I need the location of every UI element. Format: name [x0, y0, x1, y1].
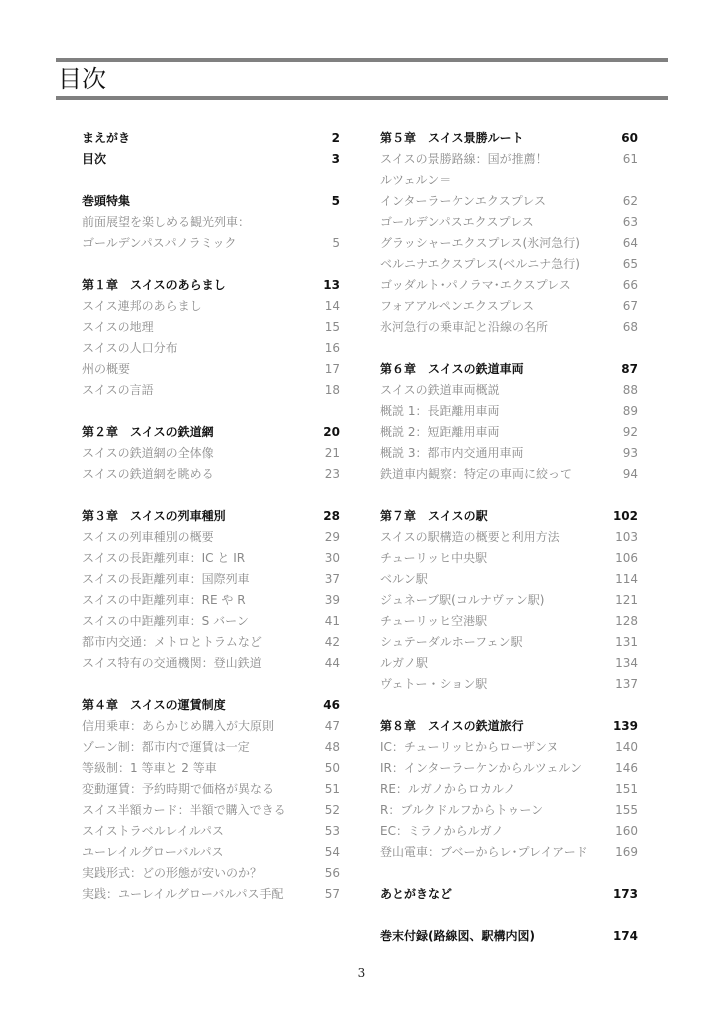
toc-entry-title: 第４章 スイスの運賃制度	[82, 698, 226, 712]
toc-entry	[380, 212, 638, 233]
toc-entry	[380, 317, 638, 338]
toc-entry-title: チューリッヒ中央駅	[380, 551, 488, 565]
toc-left-column	[82, 128, 340, 905]
toc-entry-title: インターラーケンエクスプレス	[380, 194, 546, 208]
toc-entry-page: 140	[615, 740, 638, 754]
toc-entry-page: 128	[615, 614, 638, 628]
toc-chapter-heading	[380, 359, 638, 380]
toc-entry-title: スイスの鉄道車両概説	[380, 383, 500, 397]
toc-entry	[380, 254, 638, 275]
toc-entry-page: 131	[615, 635, 638, 649]
toc-chapter-heading	[380, 506, 638, 527]
toc-chapter-heading	[380, 716, 638, 737]
toc-entry-page: 160	[615, 824, 638, 838]
toc-entry-page: 89	[622, 404, 638, 418]
toc-entry	[380, 737, 638, 758]
toc-chapter-heading	[380, 128, 638, 149]
toc-entry-title: チューリッヒ空港駅	[380, 614, 488, 628]
toc-entry-page: 56	[324, 866, 340, 880]
toc-entry	[380, 170, 638, 191]
toc-entry	[380, 464, 638, 485]
toc-entry	[82, 233, 340, 254]
toc-chapter-heading	[82, 191, 340, 212]
toc-entry-title: ベルン駅	[380, 572, 428, 586]
toc-entry-page: 155	[615, 803, 638, 817]
toc-entry-title: フォアアルペンエクスプレス	[380, 299, 534, 313]
toc-entry-title: ゴッダルト･パノラマ･エクスプレス	[380, 278, 571, 292]
toc-entry-page: 103	[615, 530, 638, 544]
toc-entry	[82, 779, 340, 800]
toc-chapter-heading	[82, 275, 340, 296]
toc-entry-title: スイスの人口分布	[82, 341, 178, 355]
title-rule-bottom	[56, 96, 668, 100]
toc-entry-page: 51	[324, 782, 340, 796]
toc-entry-title: IR：インターラーケンからルツェルン	[380, 761, 583, 775]
toc-entry-title: スイスの鉄道網の全体像	[82, 446, 214, 460]
toc-entry	[82, 443, 340, 464]
toc-chapter-heading	[82, 506, 340, 527]
toc-entry-title: スイス半額カード：半額で購入できる	[82, 803, 286, 817]
toc-entry-title: ゾーン制：都市内で運賃は一定	[82, 740, 250, 754]
toc-entry-page: 13	[323, 278, 340, 292]
toc-entry-page: 65	[622, 257, 638, 271]
toc-entry-title: 概説 2：短距離用車両	[380, 425, 500, 439]
toc-spacer	[82, 170, 340, 191]
toc-entry-page: 121	[615, 593, 638, 607]
toc-entry-title: 第７章 スイスの駅	[380, 509, 488, 523]
toc-entry-page: 137	[615, 677, 638, 691]
toc-entry	[82, 863, 340, 884]
toc-entry-page: 18	[324, 383, 340, 397]
toc-entry-page: 3	[331, 152, 340, 166]
toc-entry	[380, 758, 638, 779]
toc-entry	[82, 338, 340, 359]
toc-entry-page: 52	[324, 803, 340, 817]
toc-entry-page: 67	[622, 299, 638, 313]
toc-entry-title: スイスの言語	[82, 383, 154, 397]
toc-entry-page: 41	[324, 614, 340, 628]
toc-entry-title: 氷河急行の乗車記と沿線の名所	[380, 320, 549, 334]
toc-chapter-heading	[82, 695, 340, 716]
toc-entry-title: スイスの中距離列車：RE や R	[82, 593, 246, 607]
toc-spacer	[82, 254, 340, 275]
toc-entry-title: 前面展望を楽しめる観光列車：	[82, 215, 251, 229]
toc-entry-title: スイスの長距離列車：国際列車	[82, 572, 250, 586]
toc-entry-title: IC：チューリッヒからローザンヌ	[380, 740, 559, 754]
toc-entry	[82, 653, 340, 674]
toc-entry-page: 23	[324, 467, 340, 481]
toc-entry-title: 第２章 スイスの鉄道網	[82, 425, 214, 439]
toc-entry-title: ルツェルン＝	[380, 173, 452, 187]
toc-entry-page: 28	[323, 509, 340, 523]
toc-entry-page: 14	[324, 299, 340, 313]
toc-entry	[380, 275, 638, 296]
toc-spacer	[380, 863, 638, 884]
toc-entry-title: ユーレイルグローバルパス	[82, 845, 224, 859]
toc-entry-page: 63	[622, 215, 638, 229]
toc-entry-title: スイストラベルレイルパス	[82, 824, 224, 838]
toc-entry-title: 第１章 スイスのあらまし	[82, 278, 226, 292]
toc-entry	[380, 191, 638, 212]
toc-entry-page: 114	[615, 572, 638, 586]
toc-entry-title: 概説 3：都市内交通用車両	[380, 446, 524, 460]
toc-entry-title: スイス特有の交通機関：登山鉄道	[82, 656, 262, 670]
toc-entry-title: R：ブルクドルフからトゥーン	[380, 803, 544, 817]
toc-entry-page: 173	[612, 887, 638, 901]
toc-entry-title: 信用乗車：あらかじめ購入が大原則	[82, 719, 275, 733]
toc-entry	[82, 317, 340, 338]
toc-entry-title: 概説 1：長距離用車両	[380, 404, 500, 418]
toc-entry	[380, 296, 638, 317]
toc-entry	[82, 632, 340, 653]
toc-entry-title: グラッシャーエクスプレス(氷河急行)	[380, 236, 580, 250]
toc-entry-title: ヴェトー・ション駅	[380, 677, 488, 691]
toc-entry-page: 42	[324, 635, 340, 649]
toc-entry-title: シュテーダルホーフェン駅	[380, 635, 523, 649]
toc-entry-title: スイスの中距離列車：S バーン	[82, 614, 249, 628]
toc-entry-page: 66	[622, 278, 638, 292]
toc-spacer	[380, 338, 638, 359]
toc-entry	[380, 380, 638, 401]
toc-entry-page: 139	[612, 719, 638, 733]
toc-entry	[380, 527, 638, 548]
toc-entry-page: 30	[324, 551, 340, 565]
toc-entry-page: 17	[324, 362, 340, 376]
toc-entry-title: スイスの鉄道網を眺める	[82, 467, 214, 481]
toc-spacer	[380, 905, 638, 926]
toc-entry-title: スイスの景勝路線：国が推薦！	[380, 152, 548, 166]
toc-entry-page: 134	[615, 656, 638, 670]
toc-entry-title: 登山電車：ブベーからレ･プレイアード	[380, 845, 588, 859]
toc-entry-title: 目次	[82, 152, 107, 166]
toc-chapter-heading	[82, 128, 340, 149]
toc-entry-page: 57	[324, 887, 340, 901]
toc-entry	[82, 548, 340, 569]
toc-entry	[82, 737, 340, 758]
toc-entry-page: 93	[622, 446, 638, 460]
toc-entry	[380, 443, 638, 464]
toc-entry-title: 実践形式：どの形態が安いのか？	[82, 866, 263, 880]
toc-entry-title: ジュネーブ駅(コルナヴァン駅)	[380, 593, 545, 607]
toc-entry-page: 151	[615, 782, 638, 796]
toc-entry-page: 87	[621, 362, 638, 376]
toc-chapter-heading	[380, 926, 638, 947]
toc-entry	[380, 779, 638, 800]
page-number: 3	[357, 966, 366, 980]
toc-chapter-heading	[380, 884, 638, 905]
toc-entry-page: 54	[324, 845, 340, 859]
toc-entry-title: ルガノ駅	[380, 656, 429, 670]
toc-entry-page: 92	[622, 425, 638, 439]
toc-entry-page: 2	[331, 131, 340, 145]
toc-entry	[380, 548, 638, 569]
toc-spacer	[82, 674, 340, 695]
toc-entry-title: スイスの駅構造の概要と利用方法	[380, 530, 560, 544]
toc-entry-title: ゴールデンパスエクスプレス	[380, 215, 534, 229]
toc-entry-title: EC：ミラノからルガノ	[380, 824, 504, 838]
toc-entry-title: ゴールデンパスパノラミック	[82, 236, 237, 250]
toc-entry-page: 44	[324, 656, 340, 670]
toc-entry	[82, 464, 340, 485]
toc-entry-page: 94	[622, 467, 638, 481]
toc-entry-title: RE：ルガノからロカルノ	[380, 782, 516, 796]
toc-entry	[380, 401, 638, 422]
toc-entry-page: 88	[622, 383, 638, 397]
toc-entry-title: 変動運賃：予約時期で価格が異なる	[82, 782, 275, 796]
toc-spacer	[82, 485, 340, 506]
toc-entry-page: 46	[323, 698, 340, 712]
toc-entry	[82, 758, 340, 779]
toc-entry-title: 第６章 スイスの鉄道車両	[380, 362, 524, 376]
toc-entry	[82, 590, 340, 611]
toc-entry	[380, 569, 638, 590]
toc-entry	[380, 149, 638, 170]
toc-entry	[82, 842, 340, 863]
toc-entry	[82, 569, 340, 590]
toc-entry-page: 60	[621, 131, 638, 145]
toc-entry-title: 鉄道車内観察：特定の車両に絞って	[380, 467, 573, 481]
toc-entry	[380, 653, 638, 674]
toc-entry-title: スイスの地理	[82, 320, 154, 334]
toc-entry-page: 15	[324, 320, 340, 334]
toc-spacer	[380, 695, 638, 716]
title-rule-top	[56, 58, 668, 62]
toc-entry-page: 48	[324, 740, 340, 754]
toc-entry-page: 21	[324, 446, 340, 460]
toc-entry-title: スイスの長距離列車：IC と IR	[82, 551, 246, 565]
toc-entry-page: 50	[324, 761, 340, 775]
toc-entry	[82, 800, 340, 821]
toc-entry	[82, 527, 340, 548]
toc-entry	[380, 674, 638, 695]
toc-entry	[380, 821, 638, 842]
toc-entry-page: 5	[331, 194, 340, 208]
toc-chapter-heading	[82, 149, 340, 170]
toc-entry	[82, 611, 340, 632]
toc-entry	[82, 296, 340, 317]
toc-entry-page: 106	[615, 551, 638, 565]
toc-entry	[82, 716, 340, 737]
toc-entry-title: 等級制：1 等車と 2 等車	[82, 761, 217, 775]
toc-entry-title: まえがき	[82, 131, 131, 145]
toc-entry-title: 第８章 スイスの鉄道旅行	[380, 719, 524, 733]
toc-entry	[82, 821, 340, 842]
toc-entry-title: 第５章 スイス景勝ルート	[380, 131, 524, 145]
toc-entry-title: 巻頭特集	[82, 194, 131, 208]
toc-entry-title: ベルニナエクスプレス(ベルニナ急行)	[380, 257, 580, 271]
toc-entry	[380, 590, 638, 611]
toc-spacer	[82, 401, 340, 422]
toc-entry-page: 29	[324, 530, 340, 544]
toc-entry-title: 都市内交通：メトロとトラムなど	[82, 635, 262, 649]
toc-entry-page: 61	[622, 152, 638, 166]
toc-right-column	[380, 128, 638, 947]
toc-entry	[380, 842, 638, 863]
toc-entry-page: 20	[323, 425, 340, 439]
toc-entry-page: 53	[324, 824, 340, 838]
toc-entry-page: 39	[324, 593, 340, 607]
toc-entry-title: 実践：ユーレイルグローバルパス手配	[82, 887, 284, 901]
toc-entry-title: 巻末付録(路線図、駅構内図)	[380, 929, 535, 943]
toc-entry-page: 174	[612, 929, 638, 943]
toc-entry-title: スイス連邦のあらまし	[82, 299, 202, 313]
toc-entry-page: 47	[324, 719, 340, 733]
toc-entry	[380, 233, 638, 254]
toc-entry-page: 62	[622, 194, 638, 208]
toc-spacer	[380, 485, 638, 506]
toc-entry-title: スイスの列車種別の概要	[82, 530, 214, 544]
toc-entry	[380, 800, 638, 821]
toc-entry-page: 16	[324, 341, 340, 355]
toc-entry	[380, 422, 638, 443]
toc-entry-page: 5	[332, 236, 340, 250]
page-title: 目次	[58, 65, 106, 93]
toc-entry	[82, 212, 340, 233]
toc-entry-page: 146	[615, 761, 638, 775]
toc-entry-page: 64	[622, 236, 638, 250]
toc-entry	[380, 632, 638, 653]
toc-entry	[82, 380, 340, 401]
toc-entry-page: 68	[622, 320, 638, 334]
toc-chapter-heading	[82, 422, 340, 443]
toc-entry	[82, 359, 340, 380]
toc-entry-page: 37	[324, 572, 340, 586]
toc-entry-title: あとがきなど	[380, 887, 453, 901]
toc-entry	[82, 884, 340, 905]
toc-entry	[380, 611, 638, 632]
toc-entry-title: 州の概要	[82, 362, 131, 376]
toc-entry-page: 102	[612, 509, 638, 523]
toc-entry-title: 第３章 スイスの列車種別	[82, 509, 226, 523]
toc-entry-page: 169	[615, 845, 638, 859]
